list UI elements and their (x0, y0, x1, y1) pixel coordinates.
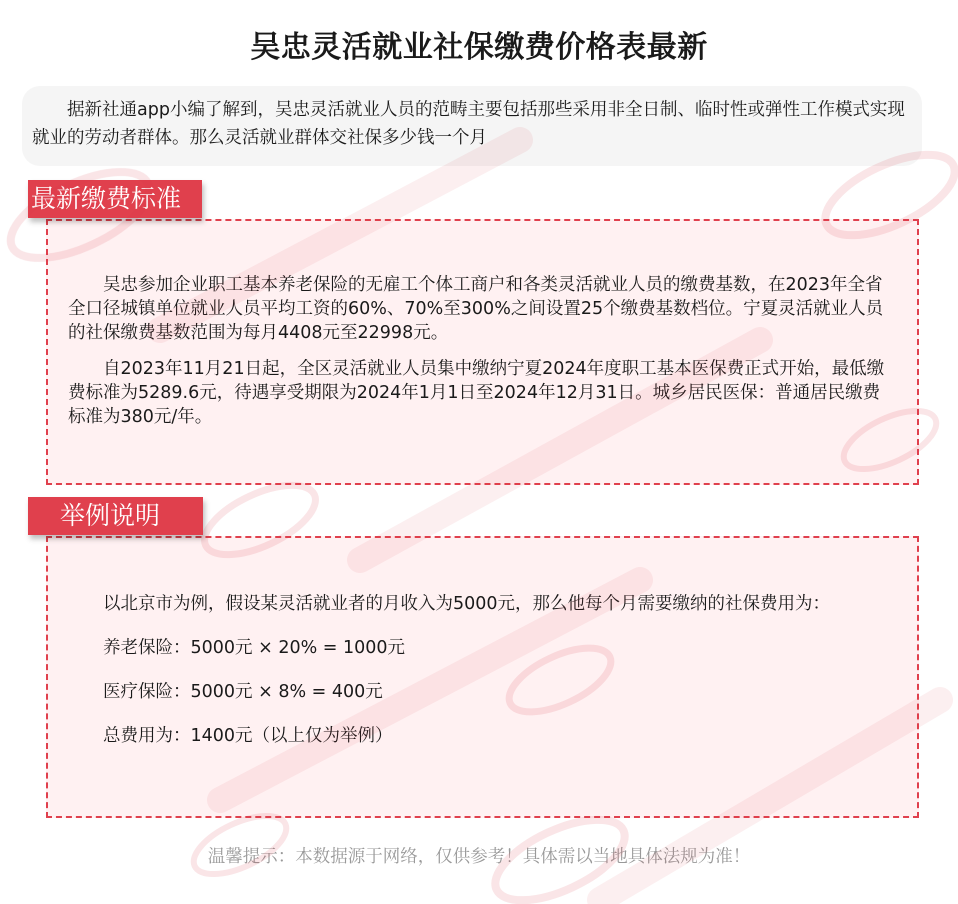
footer-tip: 温馨提示：本数据源于网络，仅供参考！具体需以当地具体法规为准！ (207, 847, 751, 867)
calc-total: 总费用为：1400元（以上仅为举例） (103, 726, 393, 746)
intro-paragraph: 据新社通app小编了解到，吴忠灵活就业人员的范畴主要包括那些采用非全日制、临时性或弹性工作模式实现就业的劳动者群体。那么灵活就业群体交社保多少钱一个月 (22, 86, 922, 166)
calc-medical: 医疗保险：5000元 × 8% = 400元 (103, 682, 383, 702)
section-example (46, 536, 919, 818)
section-tag-example: 举例说明 (28, 497, 203, 535)
page-title: 吴忠灵活就业社保缴费价格表最新 (250, 30, 708, 65)
standard-paragraph-pension: 吴忠参加企业职工基本养老保险的无雇工个体工商户和各类灵活就业人员的缴费基数，在2023年全省全口径城镇单位就业人员平均工资的60%、70%至300%之间设置25个缴费基数档位。宁夏灵活就业人员的社保缴费基数范围为每月4408元至22998元。 (68, 275, 884, 343)
example-paragraph: 以北京市为例，假设某灵活就业者的月收入为5000元，那么他每个月需要缴纳的社保费用为： (103, 594, 831, 614)
section-tag-latest-standard: 最新缴费标准 (28, 180, 202, 218)
section-latest-standard (46, 219, 919, 485)
calc-pension: 养老保险：5000元 × 20% = 1000元 (103, 638, 406, 658)
standard-paragraph-medical: 自2023年11月21日起，全区灵活就业人员集中缴纳宁夏2024年度职工基本医保费正式开始，最低缴费标准为5289.6元，待遇享受期限为2024年1月1日至2024年12月31日。城乡居民医保：普通居民缴费标准为380元/年。 (68, 359, 885, 427)
